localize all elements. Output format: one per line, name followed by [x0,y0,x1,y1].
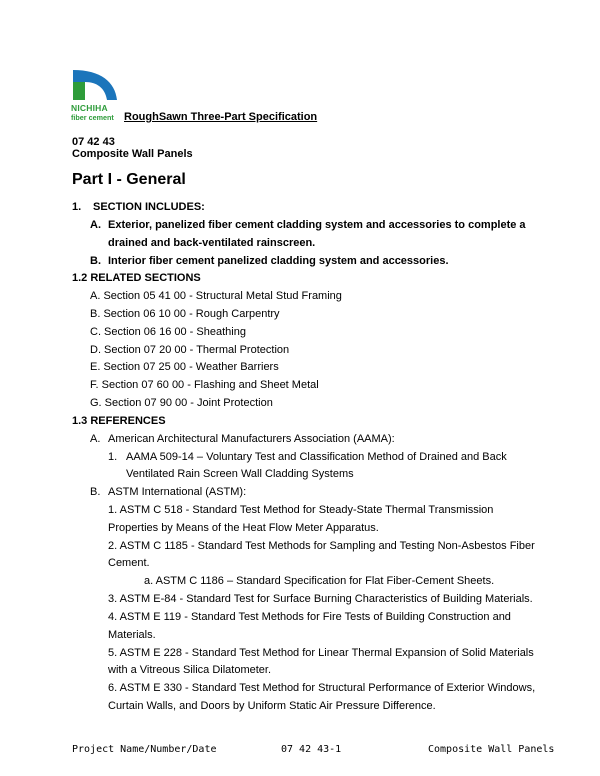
s1-b-text: Interior fiber cement panelized cladding system and accessories. [108,255,449,267]
related-item: A. Section 05 41 00 - Structural Metal Stud Framing [90,290,342,302]
s1-a-line1: Exterior, panelized fiber cement cladding system and accessories to complete a [108,219,526,231]
s1-b-marker: B. [90,255,101,267]
part-title: Part I - General [72,171,186,188]
s1-number: 1. [72,201,82,213]
astm-item: 2. ASTM C 1185 - Standard Test Methods for Sampling and Testing Non-Asbestos Fiber [108,540,535,552]
astm-item: 4. ASTM E 119 - Standard Test Methods for Fire Tests of Building Construction and [108,611,511,623]
s3-title: 1.3 REFERENCES [72,415,166,427]
related-item: E. Section 07 25 00 - Weather Barriers [90,361,279,373]
astm-item: 3. ASTM E-84 - Standard Test for Surface Burning Characteristics of Building Materials. [108,593,533,605]
astm-subitem: a. ASTM C 1186 – Standard Specification for Flat Fiber-Cement Sheets. [144,575,495,587]
s2-title: 1.2 RELATED SECTIONS [72,272,201,284]
s3-a1-line1: AAMA 509-14 – Voluntary Test and Classification Method of Drained and Back [126,451,507,463]
s1-title: SECTION INCLUDES: [93,201,205,213]
s3-a1-line2: Ventilated Rain Screen Wall Cladding Systems [126,468,354,480]
s3-b-text: ASTM International (ASTM): [108,486,247,498]
astm-item: Curtain Walls, and Doors by Uniform Static Air Pressure Difference. [108,700,436,712]
logo-subtitle: fiber cement [71,113,114,122]
astm-item: Materials. [108,629,156,641]
astm-item: 5. ASTM E 228 - Standard Test Method for Linear Thermal Expansion of Solid Materials [108,647,534,659]
related-item: B. Section 06 10 00 - Rough Carpentry [90,308,280,320]
logo-brand: NICHIHA [71,103,108,113]
footer-project: Project Name/Number/Date [72,744,217,755]
s3-b-marker: B. [90,486,101,498]
s1-a-marker: A. [90,219,101,231]
astm-item: with a Vitreous Silica Dilatometer. [108,664,272,676]
section-number: 07 42 43 [72,136,115,148]
astm-item: 6. ASTM E 330 - Standard Test Method for Structural Performance of Exterior Windows, [108,682,536,694]
footer-section-name: Composite Wall Panels [428,744,555,755]
s1-a-line2: drained and back-ventilated rainscreen. [108,237,316,249]
nichiha-logo [71,70,119,124]
s3-a-marker: A. [90,433,101,445]
related-item: F. Section 07 60 00 - Flashing and Sheet Metal [90,379,319,391]
astm-item: 1. ASTM C 518 - Standard Test Method for Steady-State Thermal Transmission [108,504,494,516]
s3-a1-marker: 1. [108,451,118,463]
astm-item: Cement. [108,557,150,569]
logo-arc-icon [71,70,119,104]
section-name: Composite Wall Panels [72,148,193,160]
spec-title: RoughSawn Three-Part Specification [124,111,318,123]
related-item: D. Section 07 20 00 - Thermal Protection [90,344,290,356]
related-item: G. Section 07 90 00 - Joint Protection [90,397,273,409]
related-item: C. Section 06 16 00 - Sheathing [90,326,246,338]
footer-page-number: 07 42 43-1 [281,744,342,755]
s3-a-text: American Architectural Manufacturers Association (AAMA): [108,433,395,445]
astm-item: Properties by Means of the Heat Flow Meter Apparatus. [108,522,379,534]
